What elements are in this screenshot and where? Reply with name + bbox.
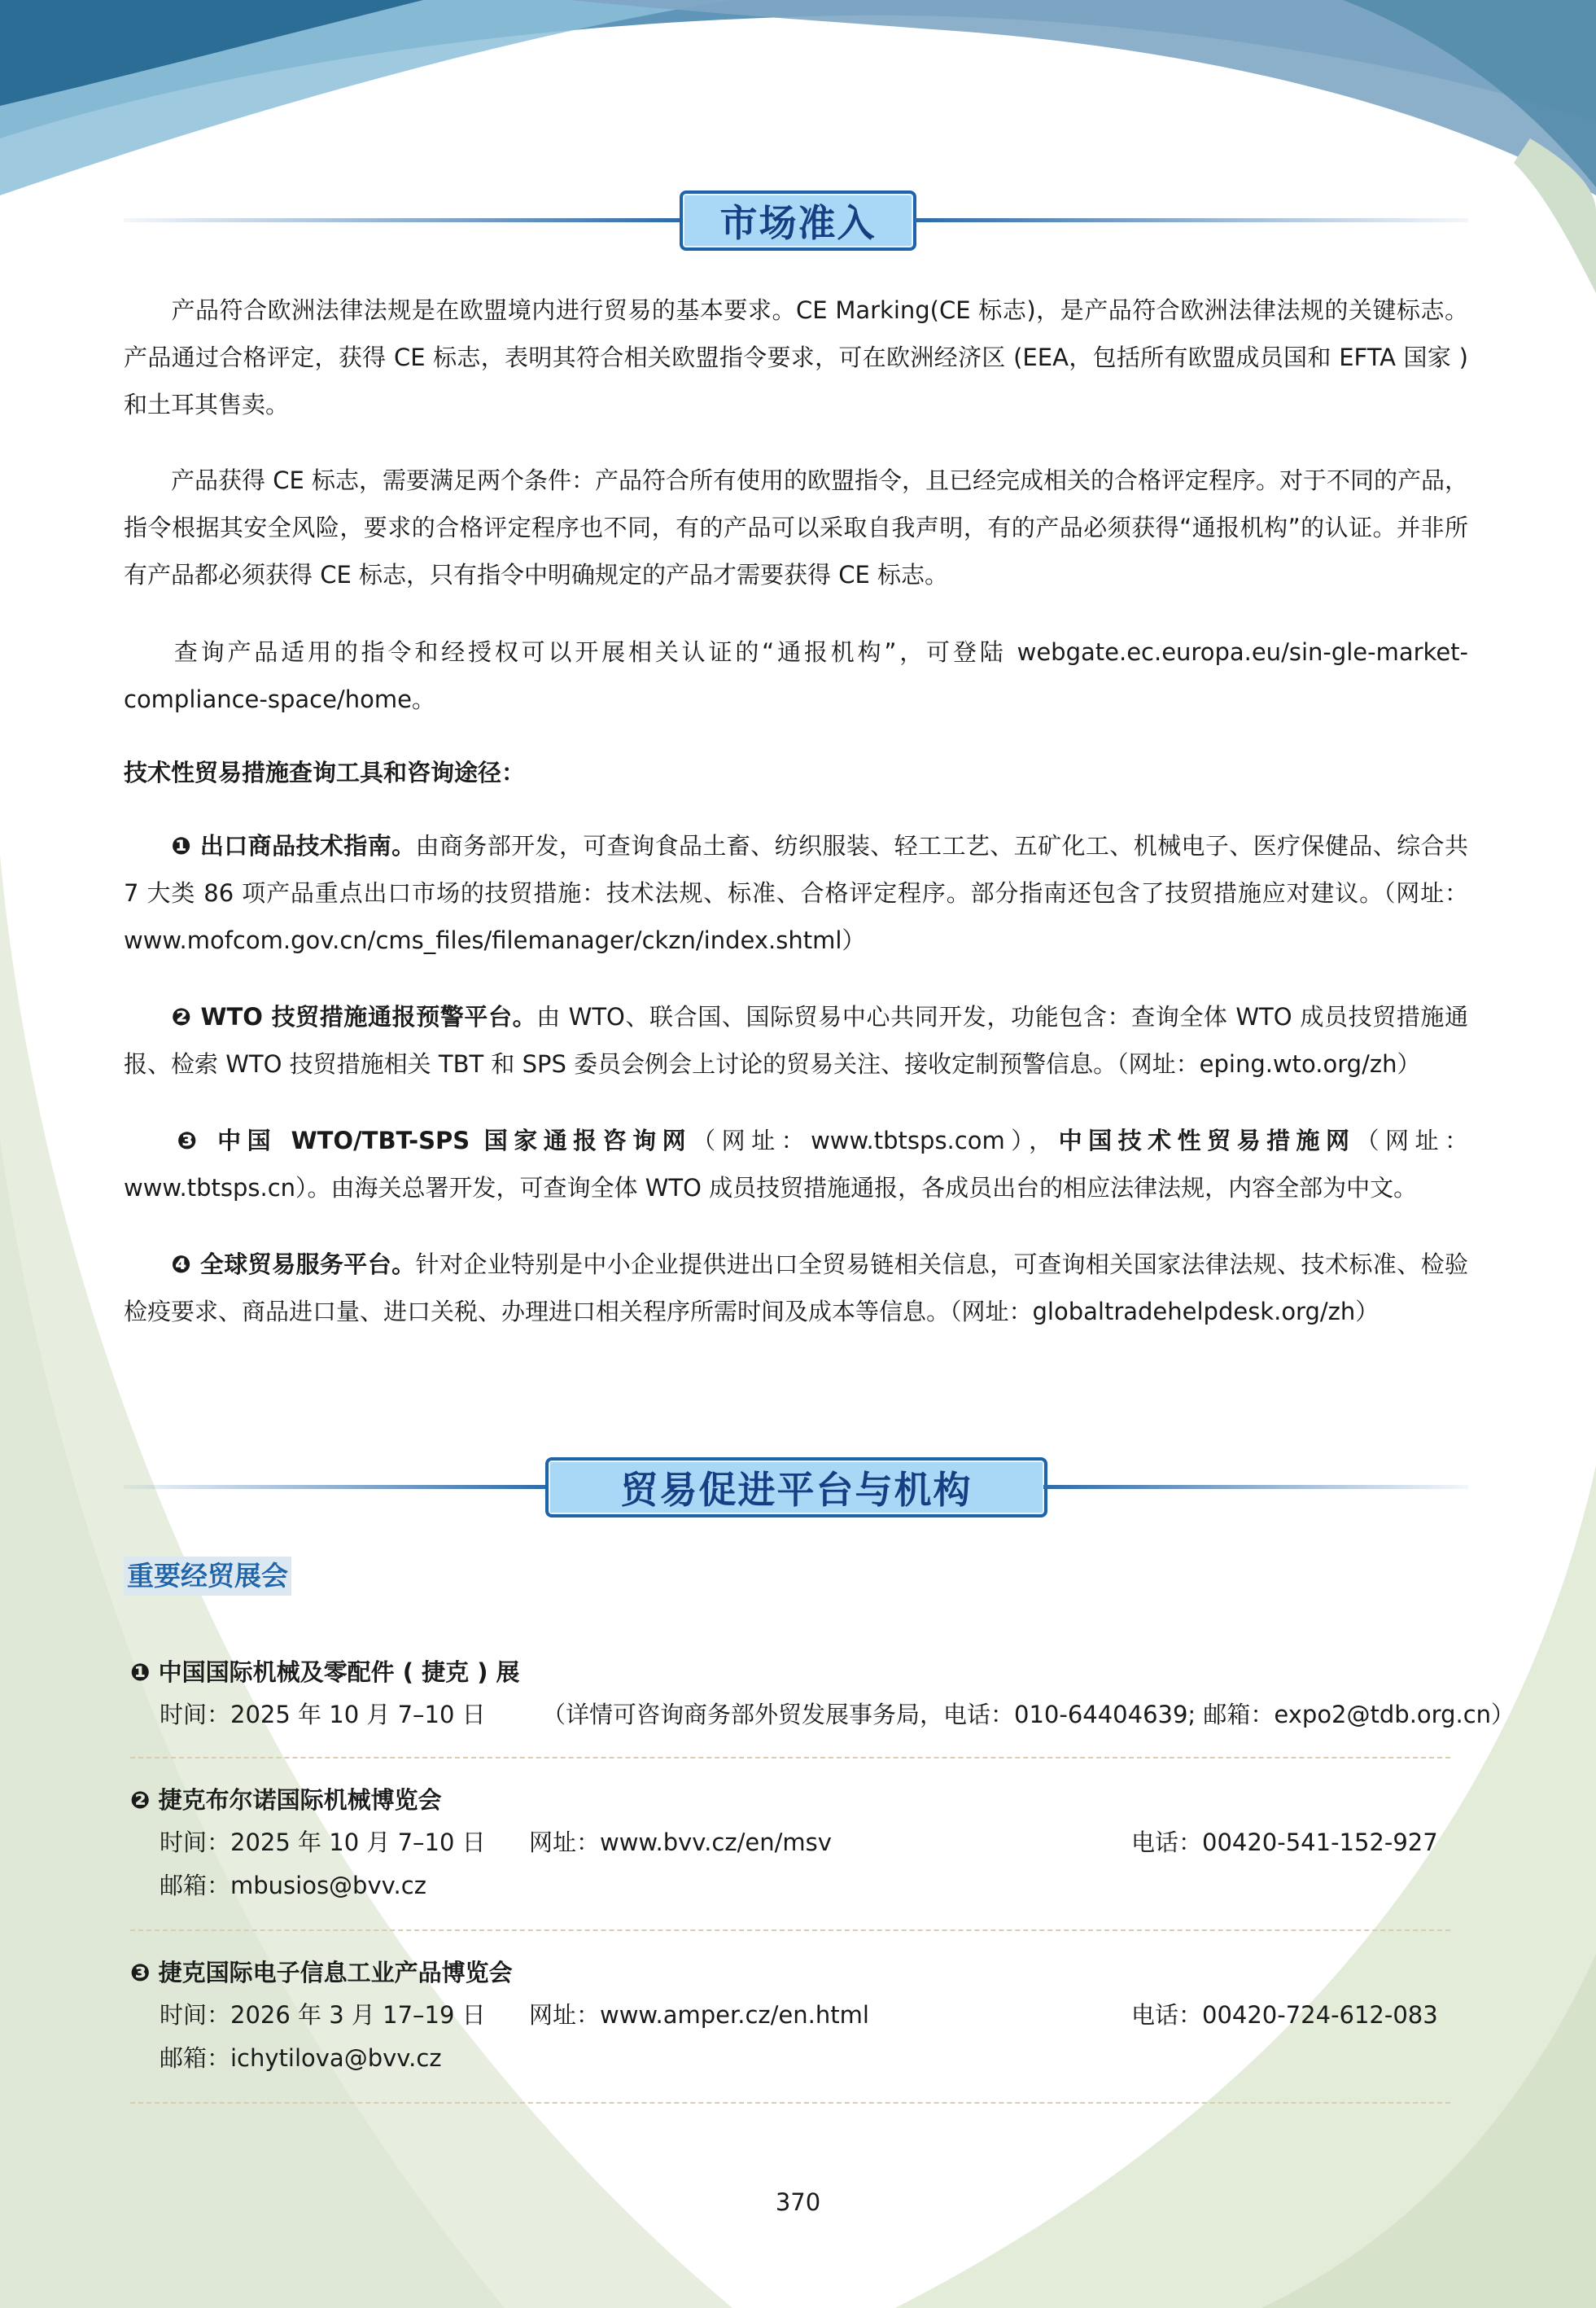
tool-item-2: ❷ WTO 技贸措施通报预警平台。由 WTO、联合国、国际贸易中心共同开发，功能包含：查询全体 WTO 成员技贸措施通报、检索 WTO 技贸措施相关 TBT 和 SPS 委员会例会上讨论的贸易关注、接收定制预警信息。（网址：eping.wto.org/zh） <box>124 1003 1468 1078</box>
banner-rule-right <box>915 218 1468 222</box>
fair-title: ❷ 捷克布尔诺国际机械博览会 <box>130 1786 442 1814</box>
tools-heading: 技术性贸易措施查询工具和咨询途径： <box>124 759 526 786</box>
fair-item <box>130 1951 1450 2080</box>
fair-email: 邮箱：mbusios@bvv.cz <box>160 1872 426 1899</box>
fair-title: ❶ 中国国际机械及零配件 ( 捷克 ) 展 <box>130 1658 520 1686</box>
divider <box>130 1929 1450 1931</box>
paragraph-ce-conditions: 产品获得 CE 标志，需要满足两个条件：产品符合所有使用的欧盟指令，且已经完成相关的合格评定程序。对于不同的产品，指令根据其安全风险，要求的合格评定程序也不同，有的产品可以采取自我声明，有的产品必须获得“通报机构”的认证。并非所有产品都必须获得 CE 标志，只有指令中明确规定的产品才需要获得 CE 标志。 <box>124 466 1469 589</box>
fair-time: 时间：2025 年 10 月 7–10 日 <box>160 1701 486 1728</box>
fair-title: ❸ 捷克国际电子信息工业产品博览会 <box>130 1959 513 1986</box>
section-title: 市场准入 <box>680 191 916 251</box>
paragraph-ce-query: 查询产品适用的指令和经授权可以开展相关认证的“通报机构”，可登陆 webgate.ec.europa.eu/sin-gle-market-compliance-space/home。 <box>124 638 1468 713</box>
banner-rule-left <box>124 1485 549 1489</box>
fair-contact-note: （详情可咨询商务部外贸发展事务局，电话：010-64404639; 邮箱：expo2@tdb.org.cn） <box>542 1701 1515 1728</box>
fair-email: 邮箱：ichytilova@bvv.cz <box>160 2044 442 2072</box>
section-title: 贸易促进平台与机构 <box>545 1457 1047 1517</box>
page-number: 370 <box>775 2188 821 2216</box>
tool-item-1: ❶ 出口商品技术指南。由商务部开发，可查询食品土畜、纺织服装、轻工工艺、五矿化工、机械电子、医疗保健品、综合共 7 大类 86 项产品重点出口市场的技贸措施：技术法规、标准、合格评定程序。部分指南还包含了技贸措施应对建议。（网址：www.mofcom.gov.cn/cms_files/filemanager/ckzn/index.shtml） <box>124 832 1468 954</box>
fair-phone: 电话：00420-724-612-083 <box>1131 2001 1438 2029</box>
banner-rule-right <box>1043 1485 1468 1489</box>
section-banner-trade-promotion <box>124 1457 1468 1516</box>
fair-item <box>130 1779 1450 1907</box>
tool-item-3: ❸ 中国 WTO/TBT-SPS 国家通报咨询网（网址：www.tbtsps.com），中国技术性贸易措施网（网址：www.tbtsps.cn）。由海关总署开发，可查询全体 WTO 成员技贸措施通报，各成员出台的相应法律法规，内容全部为中文。 <box>124 1127 1468 1202</box>
divider <box>130 1757 1450 1758</box>
section-banner-market-access <box>124 191 1468 249</box>
banner-rule-left <box>124 218 682 222</box>
subheading-trade-fairs: 重要经贸展会 <box>124 1557 291 1596</box>
fair-item <box>130 1651 1515 1736</box>
fair-time: 时间：2025 年 10 月 7–10 日 <box>160 1828 486 1856</box>
fair-phone: 电话：00420-541-152-927 <box>1131 1828 1438 1856</box>
fair-time: 时间：2026 年 3 月 17–19 日 <box>160 2001 486 2029</box>
tool-item-4: ❹ 全球贸易服务平台。针对企业特别是中小企业提供进出口全贸易链相关信息，可查询相关国家法律法规、技术标准、检验检疫要求、商品进口量、进口关税、办理进口相关程序所需时间及成本等信息。（网址：globaltradehelpdesk.org/zh） <box>124 1250 1468 1325</box>
fair-website: 网址：www.amper.cz/en.html <box>529 2001 869 2029</box>
fair-website: 网址：www.bvv.cz/en/msv <box>529 1828 832 1856</box>
paragraph-ce-intro: 产品符合欧洲法律法规是在欧盟境内进行贸易的基本要求。CE Marking(CE 标志)，是产品符合欧洲法律法规的关键标志。产品通过合格评定，获得 CE 标志，表明其符合相关欧盟指令要求，可在欧洲经济区 (EEA，包括所有欧盟成员国和 EFTA 国家 ) 和土耳其售卖。 <box>124 296 1468 418</box>
divider <box>130 2102 1450 2104</box>
